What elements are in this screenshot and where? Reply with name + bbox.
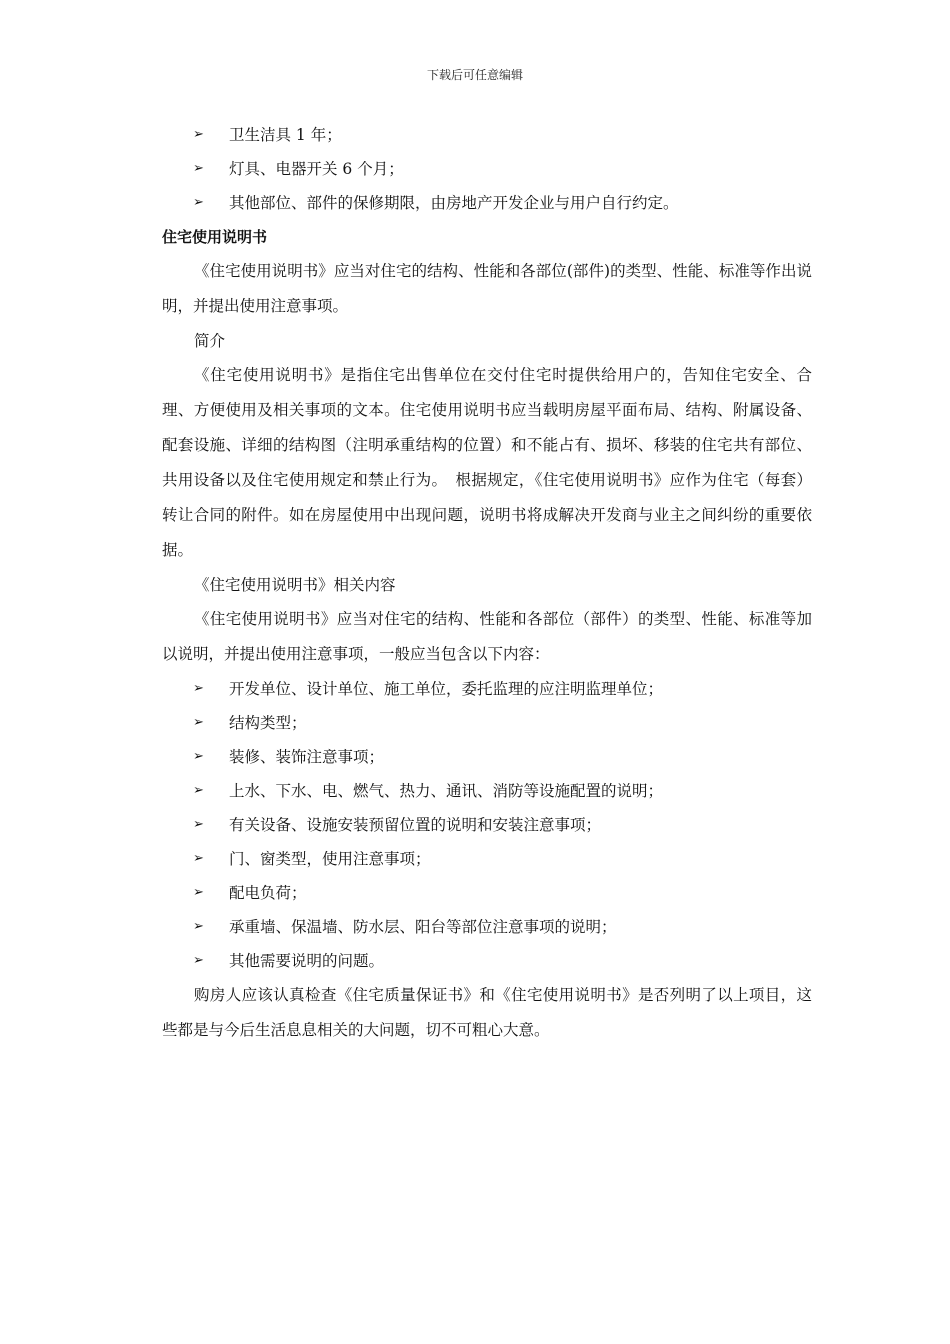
list-item [162, 876, 812, 910]
list-item-text: 灯具、电器开关 6 个月； [229, 160, 404, 178]
arrow-bullet-icon: ➢ [193, 851, 204, 866]
list-item-text: 其他需要说明的问题。 [229, 952, 385, 970]
arrow-bullet-icon: ➢ [193, 919, 204, 934]
arrow-bullet-icon: ➢ [193, 783, 204, 798]
subheading-intro: 简介 [194, 332, 226, 350]
arrow-bullet-icon: ➢ [193, 161, 204, 176]
contents-paragraph: 《住宅使用说明书》应当对住宅的结构、性能和各部位（部件）的类型、性能、标准等加以说明，并提出使用注意事项，一般应当包含以下内容： [162, 610, 812, 663]
list-item-text: 承重墙、保温墙、防水层、阳台等部位注意事项的说明； [229, 918, 617, 936]
arrow-bullet-icon: ➢ [193, 195, 204, 210]
page-header: 下载后可任意编辑 [426, 68, 523, 82]
list-item [162, 118, 812, 152]
list-item [162, 740, 812, 774]
list-item-text: 装修、装饰注意事项； [229, 748, 385, 766]
list-item-text: 其他部位、部件的保修期限，由房地产开发企业与用户自行约定。 [229, 194, 679, 212]
list-item [162, 672, 812, 706]
list-item [162, 186, 812, 220]
list-item-text: 结构类型； [229, 714, 307, 732]
arrow-bullet-icon: ➢ [193, 127, 204, 142]
arrow-bullet-icon: ➢ [193, 681, 204, 696]
arrow-bullet-icon: ➢ [193, 953, 204, 968]
description-paragraph: 《住宅使用说明书》是指住宅出售单位在交付住宅时提供给用户的，告知住宅安全、合理、方便使用及相关事项的文本。住宅使用说明书应当载明房屋平面布局、结构、附属设备、配套设施、详细的结构图（注明承重结构的位置）和不能占有、损坏、移装的住宅共有部位、共用设备以及住宅使用规定和禁止行为。 根据规定，《住宅使用说明书》应作为住宅（每套）转让合同的附件。如在房屋使用中出现问题，说明书将成解决开发商与业主之间纠纷的重要依据。 [162, 366, 812, 559]
section-title: 住宅使用说明书 [162, 228, 268, 246]
list-item [162, 910, 812, 944]
arrow-bullet-icon: ➢ [193, 885, 204, 900]
list-item [162, 774, 812, 808]
arrow-bullet-icon: ➢ [193, 817, 204, 832]
intro-paragraph: 《住宅使用说明书》应当对住宅的结构、性能和各部位(部件)的类型、性能、标准等作出说明，并提出使用注意事项。 [162, 262, 812, 315]
list-item-text: 卫生洁具 1 年； [229, 126, 342, 144]
closing-paragraph: 购房人应该认真检查《住宅质量保证书》和《住宅使用说明书》是否列明了以上项目，这些都是与今后生活息息相关的大问题，切不可粗心大意。 [162, 986, 812, 1039]
arrow-bullet-icon: ➢ [193, 749, 204, 764]
subheading-contents: 《住宅使用说明书》相关内容 [194, 576, 396, 594]
list-item-text: 配电负荷； [229, 884, 307, 902]
list-item [162, 152, 812, 186]
list-item-text: 开发单位、设计单位、施工单位，委托监理的应注明监理单位； [229, 680, 664, 698]
document-body [162, 118, 812, 1048]
list-item [162, 842, 812, 876]
list-item [162, 706, 812, 740]
list-item [162, 808, 812, 842]
list-item-text: 有关设备、设施安装预留位置的说明和安装注意事项； [229, 816, 602, 834]
list-item [162, 944, 812, 978]
arrow-bullet-icon: ➢ [193, 715, 204, 730]
list-item-text: 上水、下水、电、燃气、热力、通讯、消防等设施配置的说明； [229, 782, 664, 800]
list-item-text: 门、窗类型，使用注意事项； [229, 850, 431, 868]
